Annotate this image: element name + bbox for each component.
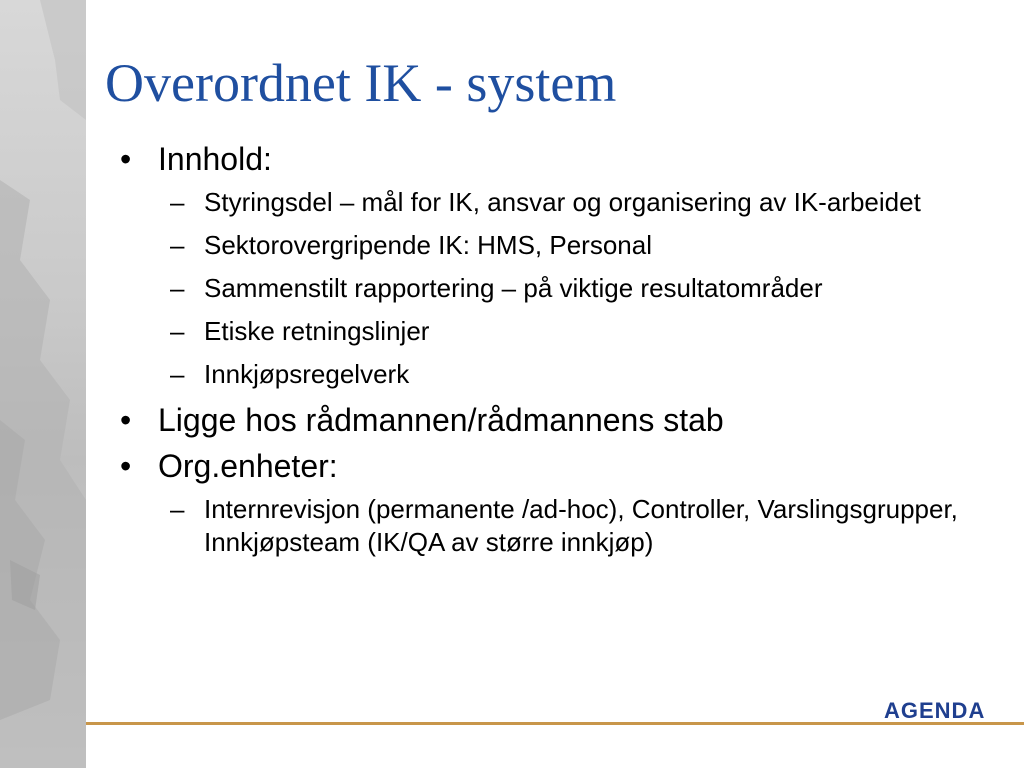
sub-bullet-item [120,186,1000,219]
sub-bullet-text: Innkjøpsregelverk [204,359,410,389]
bullet-marker: • [120,141,132,177]
bullet-text: Org.enheter: [158,448,338,484]
dash-marker: – [170,230,185,260]
bullet-item [120,447,1000,485]
sub-bullet-item [120,272,1000,305]
bullet-marker: • [120,402,132,438]
bullet-text: Innhold: [158,141,272,177]
slide-content [120,140,1000,569]
sub-bullet-item [120,358,1000,391]
decorative-map-sidebar [0,0,86,768]
bullet-marker: • [120,448,132,484]
dash-marker: – [170,494,185,524]
sub-bullet-item [120,229,1000,262]
bullet-item [120,140,1000,178]
bullet-item [120,401,1000,439]
agenda-logo: AGENDA [884,698,986,723]
slide-title: Overordnet IK - system [105,53,617,113]
sub-bullet-text: Etiske retningslinjer [204,316,430,346]
sub-bullet-text: Internrevisjon (permanente /ad-hoc), Controller, Varslingsgrupper, Innkjøpsteam (IK/QA av større innkjøp) [204,494,958,557]
sub-bullet-text: Sektorovergripende IK: HMS, Personal [204,230,652,260]
sub-bullet-item [120,493,1000,559]
sub-bullet-text: Sammenstilt rapportering – på viktige resultatområder [204,273,823,303]
dash-marker: – [170,273,185,303]
sub-bullet-text: Styringsdel – mål for IK, ansvar og organisering av IK-arbeidet [204,187,921,217]
dash-marker: – [170,316,185,346]
bullet-text: Ligge hos rådmannen/rådmannens stab [158,402,724,438]
sub-bullet-item [120,315,1000,348]
dash-marker: – [170,187,185,217]
dash-marker: – [170,359,185,389]
map-graphic [0,0,86,768]
